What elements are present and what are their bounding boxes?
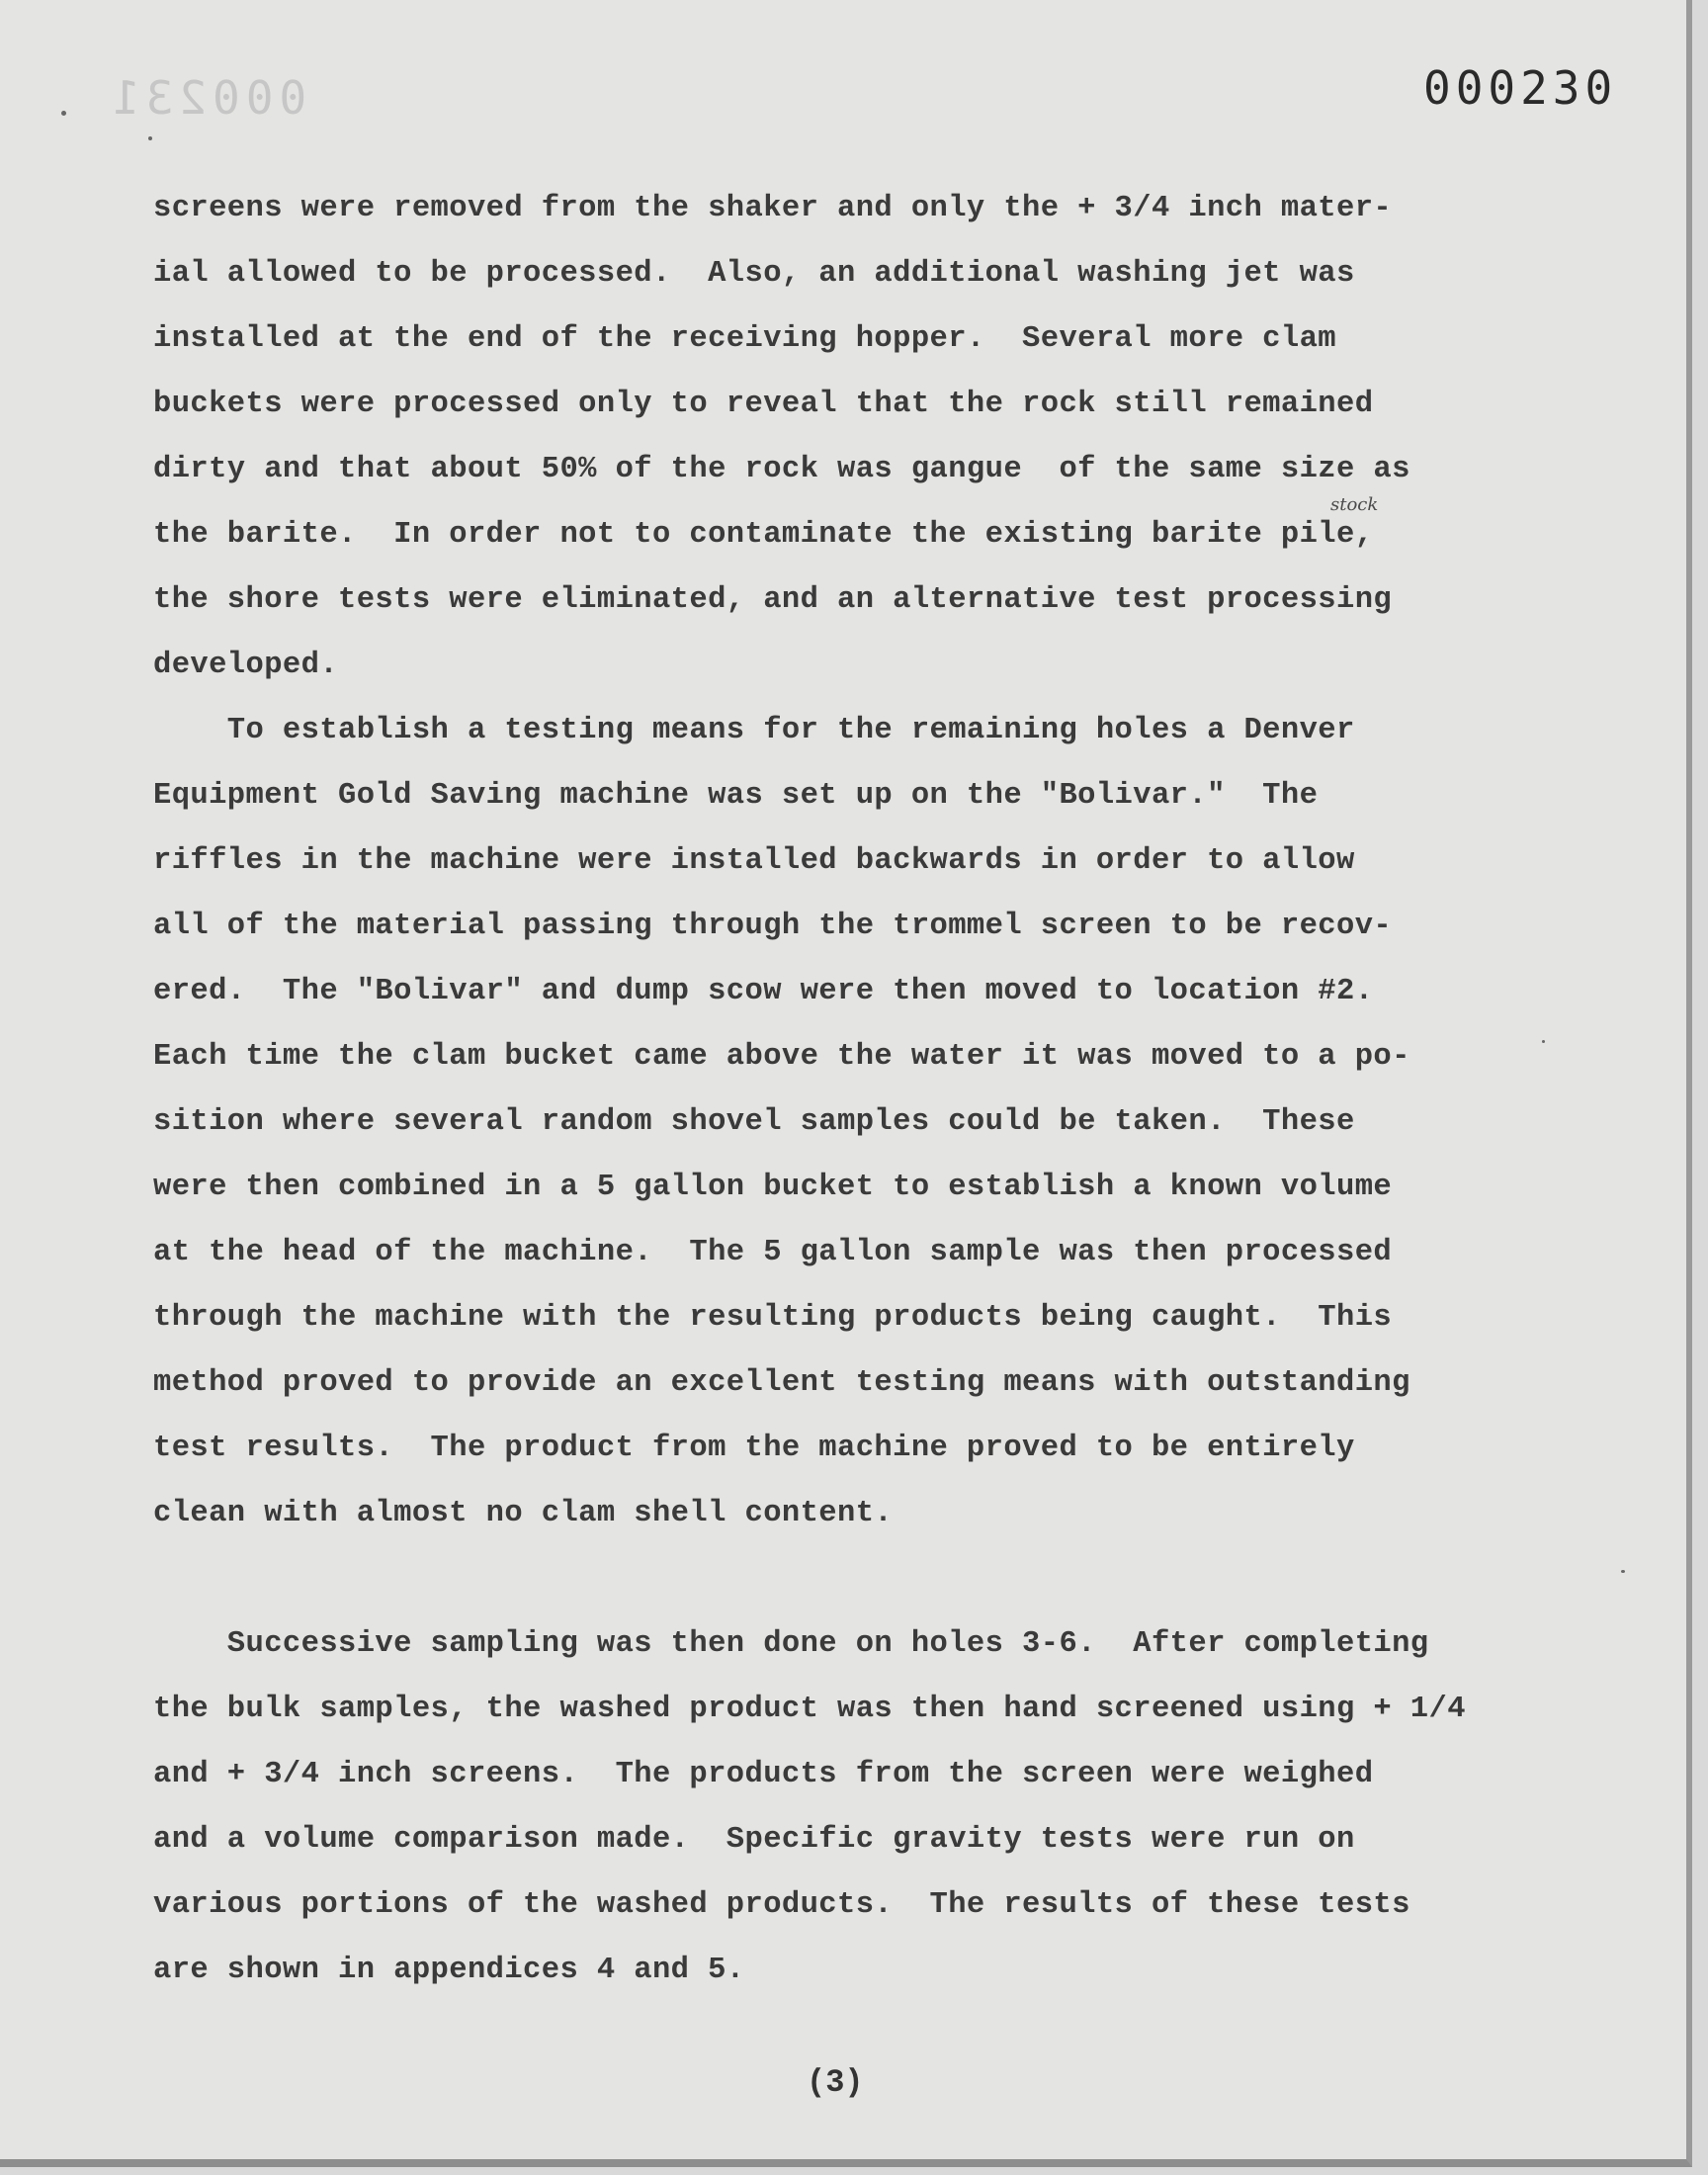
text-line: the barite. In order not to contaminate the existing barite pile, xyxy=(153,518,1374,552)
paragraph-2 xyxy=(153,698,1577,1546)
text-line: the bulk samples, the washed product was then hand screened using + 1/4 xyxy=(153,1693,1466,1726)
text-line: developed. xyxy=(153,649,339,682)
text-line: are shown in appendices 4 and 5. xyxy=(153,1954,745,1987)
scan-speck xyxy=(61,111,66,116)
text-line: To establish a testing means for the remaining holes a Denver xyxy=(153,714,1355,747)
text-line: method proved to provide an excellent testing means with outstanding xyxy=(153,1366,1410,1400)
text-line: Each time the clam bucket came above the water it was moved to a po- xyxy=(153,1040,1410,1074)
text-line: test results. The product from the machine proved to be entirely xyxy=(153,1432,1355,1465)
text-line: buckets were processed only to reveal that the rock still remained xyxy=(153,388,1374,421)
text-line: dirty and that about 50% of the rock was gangue of the same size as xyxy=(153,453,1410,486)
page-number: (3) xyxy=(807,2064,864,2101)
text-line: riffles in the machine were installed backwards in order to allow xyxy=(153,844,1355,878)
scan-speck xyxy=(1621,1570,1625,1573)
paragraph-3 xyxy=(153,1611,1577,2003)
text-line: Successive sampling was then done on holes 3-6. After completing xyxy=(153,1627,1429,1661)
text-line: ered. The "Bolivar" and dump scow were then moved to location #2. xyxy=(153,975,1374,1008)
text-line: Equipment Gold Saving machine was set up on the "Bolivar." The xyxy=(153,779,1319,813)
scan-speck xyxy=(1542,1040,1545,1043)
text-line: were then combined in a 5 gallon bucket to establish a known volume xyxy=(153,1171,1393,1204)
handwritten-insertion: stock xyxy=(1330,494,1379,515)
text-line: sition where several random shovel samples could be taken. These xyxy=(153,1105,1355,1139)
text-line: at the head of the machine. The 5 gallon sample was then processed xyxy=(153,1236,1393,1269)
text-line: clean with almost no clam shell content. xyxy=(153,1497,894,1530)
text-line: screens were removed from the shaker and only the + 3/4 inch mater- xyxy=(153,192,1393,225)
body-text xyxy=(153,176,1577,2003)
text-line: various portions of the washed products. The results of these tests xyxy=(153,1888,1410,1922)
paragraph-1 xyxy=(153,176,1577,698)
text-line: all of the material passing through the trommel screen to be recov- xyxy=(153,910,1393,943)
text-line: and a volume comparison made. Specific gravity tests were run on xyxy=(153,1823,1355,1857)
scan-speck xyxy=(148,136,152,140)
text-line: installed at the end of the receiving hopper. Several more clam xyxy=(153,322,1336,356)
text-line: through the machine with the resulting products being caught. This xyxy=(153,1301,1393,1335)
paragraph-spacer xyxy=(153,1546,1577,1611)
bleed-through-number: 000231 xyxy=(107,71,307,125)
text-line: and + 3/4 inch screens. The products from the screen were weighed xyxy=(153,1758,1374,1791)
document-number: 000230 xyxy=(1423,61,1618,115)
text-line: ial allowed to be processed. Also, an additional washing jet was xyxy=(153,257,1355,291)
text-line: the shore tests were eliminated, and an alternative test processing xyxy=(153,583,1393,617)
